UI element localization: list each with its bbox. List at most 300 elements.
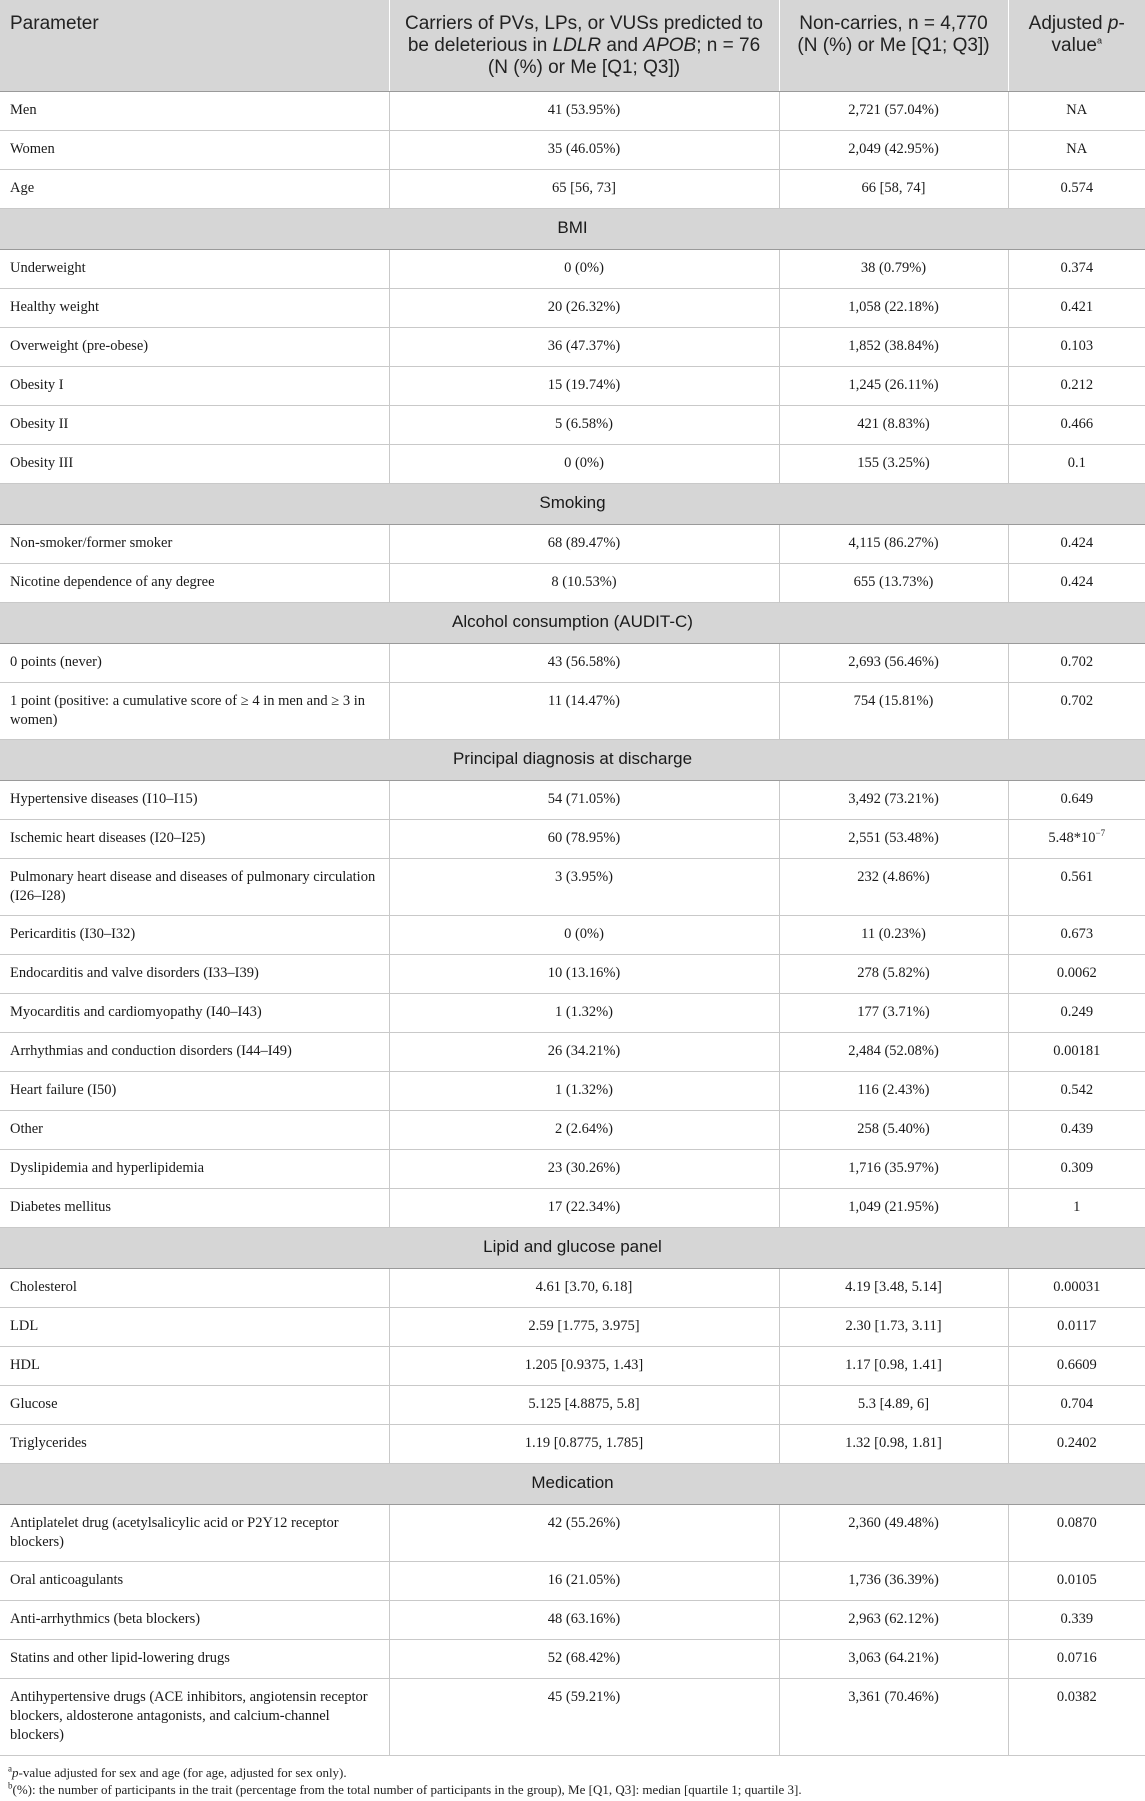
cell-carriers-text: 54 (71.05%) (547, 791, 621, 807)
cell-carriers (389, 1111, 779, 1150)
cell-noncarriers (779, 367, 1008, 406)
cell-pvalue-text: 0.439 (1060, 1121, 1094, 1137)
cell-carriers-text: 1.205 [0.9375, 1.43] (524, 1357, 644, 1373)
cell-noncarriers-text: 1,716 (35.97%) (848, 1160, 939, 1176)
header-pvalue-sup: a (1096, 35, 1102, 46)
cell-parameter-text: 0 points (never) (10, 654, 102, 670)
cell-parameter-text: Triglycerides (10, 1435, 87, 1451)
cell-noncarriers (779, 564, 1008, 603)
cell-noncarriers-text: 1.32 [0.98, 1.81] (845, 1435, 942, 1451)
cell-carriers (389, 445, 779, 484)
header-and: and (601, 35, 644, 56)
cell-parameter-text: Age (10, 180, 35, 196)
table-row (0, 1425, 1145, 1464)
cell-parameter (0, 1425, 389, 1464)
cell-parameter-text: Anti-arrhythmics (beta blockers) (10, 1611, 201, 1627)
cell-parameter (0, 820, 389, 859)
cell-pvalue (1008, 406, 1145, 445)
cell-pvalue-text: 0.2402 (1056, 1435, 1097, 1451)
cell-carriers-text: 5 (6.58%) (555, 416, 613, 432)
cell-noncarriers (779, 644, 1008, 683)
cell-pvalue (1008, 289, 1145, 328)
cell-pvalue (1008, 445, 1145, 484)
cell-noncarriers-text: 5.3 [4.89, 6] (857, 1396, 930, 1412)
cell-parameter-text: Men (10, 102, 37, 118)
cell-carriers (389, 289, 779, 328)
cell-noncarriers (779, 1150, 1008, 1189)
cell-carriers (389, 1269, 779, 1308)
cell-noncarriers (779, 1640, 1008, 1679)
cell-pvalue (1008, 683, 1145, 740)
cell-carriers-text: 23 (30.26%) (547, 1160, 621, 1176)
cell-noncarriers (779, 994, 1008, 1033)
cell-parameter (0, 1505, 389, 1562)
cell-pvalue (1008, 644, 1145, 683)
footnote-b (8, 1781, 1137, 1798)
cell-parameter-text: Other (10, 1121, 44, 1137)
cell-parameter (0, 564, 389, 603)
cell-pvalue-text: 0.212 (1060, 377, 1094, 393)
cell-pvalue (1008, 525, 1145, 564)
cell-parameter-text: Hypertensive diseases (I10–I15) (10, 791, 198, 807)
table-footnotes (0, 1756, 1145, 1798)
cell-parameter-text: Nicotine dependence of any degree (10, 574, 215, 590)
table-row (0, 1386, 1145, 1425)
cell-noncarriers (779, 92, 1008, 131)
cell-parameter-text: HDL (10, 1357, 40, 1373)
table-row (0, 994, 1145, 1033)
cell-pvalue (1008, 1505, 1145, 1562)
cell-pvalue-text: 5.48*10 (1048, 830, 1096, 846)
cell-parameter-text: Arrhythmias and conduction disorders (I44–I49) (10, 1043, 292, 1059)
cell-carriers (389, 367, 779, 406)
section-row (0, 1228, 1145, 1269)
cell-parameter-text: Obesity III (10, 455, 74, 471)
cell-noncarriers (779, 289, 1008, 328)
cell-carriers-text: 68 (89.47%) (547, 535, 621, 551)
cell-carriers-text: 1.19 [0.8775, 1.785] (524, 1435, 644, 1451)
cell-noncarriers (779, 683, 1008, 740)
cell-carriers-text: 26 (34.21%) (547, 1043, 621, 1059)
cell-carriers-text: 60 (78.95%) (547, 830, 621, 846)
table-row (0, 1601, 1145, 1640)
header-pvalue-pre: Adjusted (1028, 13, 1108, 34)
cell-carriers-text: 52 (68.42%) (547, 1650, 621, 1666)
cell-carriers-text: 0 (0%) (564, 926, 604, 942)
cell-carriers-text: 1 (1.32%) (555, 1004, 613, 1020)
cell-noncarriers (779, 1601, 1008, 1640)
cell-pvalue (1008, 1072, 1145, 1111)
cell-carriers-text: 20 (26.32%) (547, 299, 621, 315)
cell-carriers-text: 15 (19.74%) (547, 377, 621, 393)
cell-noncarriers-text: 177 (3.71%) (857, 1004, 930, 1020)
cell-noncarriers (779, 131, 1008, 170)
table-row (0, 250, 1145, 289)
cell-carriers (389, 564, 779, 603)
footnote-a-p: p (12, 1765, 19, 1780)
cell-parameter-text: Ischemic heart diseases (I20–I25) (10, 830, 206, 846)
cell-noncarriers-text: 2,484 (52.08%) (848, 1043, 939, 1059)
cell-parameter (0, 250, 389, 289)
cell-carriers-text: 42 (55.26%) (547, 1515, 621, 1531)
table-row (0, 1033, 1145, 1072)
cell-noncarriers-text: 66 [58, 74] (861, 180, 926, 196)
table-row (0, 820, 1145, 859)
cell-parameter (0, 92, 389, 131)
cell-noncarriers-text: 1,058 (22.18%) (848, 299, 939, 315)
cell-pvalue (1008, 367, 1145, 406)
cell-carriers (389, 1679, 779, 1756)
footnote-a-sup: a (8, 1763, 12, 1774)
cell-carriers (389, 170, 779, 209)
cell-parameter (0, 1601, 389, 1640)
section-title: Smoking (0, 484, 1145, 525)
cell-parameter-text: Underweight (10, 260, 86, 276)
cell-noncarriers (779, 250, 1008, 289)
cell-noncarriers (779, 1386, 1008, 1425)
table-row (0, 564, 1145, 603)
cell-pvalue (1008, 131, 1145, 170)
cell-carriers (389, 1425, 779, 1464)
cell-pvalue-text: 0.0870 (1056, 1515, 1097, 1531)
cell-carriers (389, 994, 779, 1033)
cell-carriers (389, 644, 779, 683)
gene-ldlr: LDLR (552, 35, 602, 56)
cell-parameter (0, 1679, 389, 1756)
cell-parameter-text: 1 point (positive: a cumulative score of ≥ 4 in men and ≥ 3 in women) (10, 693, 365, 728)
cell-carriers (389, 1505, 779, 1562)
cell-parameter (0, 1640, 389, 1679)
table-row (0, 955, 1145, 994)
cell-noncarriers-text: 1,736 (36.39%) (848, 1572, 939, 1588)
cell-carriers-text: 0 (0%) (564, 455, 604, 471)
section-title: Medication (0, 1464, 1145, 1505)
cell-carriers-text: 48 (63.16%) (547, 1611, 621, 1627)
cell-pvalue (1008, 564, 1145, 603)
cell-pvalue-text: 0.0716 (1056, 1650, 1097, 1666)
cell-parameter-text: Non-smoker/former smoker (10, 535, 173, 551)
table-row (0, 1347, 1145, 1386)
cell-noncarriers-text: 232 (4.86%) (857, 869, 930, 885)
cell-carriers-text: 45 (59.21%) (547, 1689, 621, 1705)
cell-carriers (389, 406, 779, 445)
table-body (0, 92, 1145, 1756)
cell-carriers (389, 92, 779, 131)
table-row (0, 781, 1145, 820)
cell-noncarriers (779, 1308, 1008, 1347)
cell-carriers (389, 955, 779, 994)
cell-noncarriers-text: 1.17 [0.98, 1.41] (845, 1357, 942, 1373)
table-row (0, 525, 1145, 564)
table-row (0, 1072, 1145, 1111)
cell-parameter (0, 994, 389, 1033)
cell-noncarriers-text: 278 (5.82%) (857, 965, 930, 981)
cell-pvalue (1008, 1601, 1145, 1640)
cell-noncarriers (779, 525, 1008, 564)
cell-pvalue (1008, 1308, 1145, 1347)
cell-pvalue-text: 0.309 (1060, 1160, 1094, 1176)
cell-noncarriers-text: 2,360 (49.48%) (848, 1515, 939, 1531)
cell-parameter (0, 367, 389, 406)
cell-parameter (0, 1386, 389, 1425)
section-row (0, 484, 1145, 525)
cell-parameter (0, 1150, 389, 1189)
table-row (0, 1505, 1145, 1562)
cell-pvalue-text: 0.649 (1060, 791, 1094, 807)
cell-noncarriers-text: 38 (0.79%) (860, 260, 927, 276)
cell-carriers (389, 525, 779, 564)
cell-pvalue-text: 0.673 (1060, 926, 1094, 942)
table-row (0, 1562, 1145, 1601)
cell-pvalue (1008, 1111, 1145, 1150)
cell-carriers-text: 35 (46.05%) (547, 141, 621, 157)
cell-pvalue (1008, 170, 1145, 209)
footnote-b-text: (%): the number of participants in the trait (percentage from the total number of participants in the group), Me [Q1, Q3]: median [quartile 1; quartile 3]. (12, 1782, 802, 1797)
cell-carriers (389, 131, 779, 170)
cell-parameter (0, 1308, 389, 1347)
table-row (0, 1679, 1145, 1756)
cell-noncarriers (779, 1269, 1008, 1308)
cell-pvalue-text: 0.6609 (1056, 1357, 1097, 1373)
cell-noncarriers-text: 2,693 (56.46%) (848, 654, 939, 670)
cell-parameter-text: Healthy weight (10, 299, 99, 315)
table-header (0, 0, 1145, 92)
cell-carriers-text: 0 (0%) (564, 260, 604, 276)
cell-carriers-text: 11 (14.47%) (548, 693, 620, 709)
cell-parameter (0, 916, 389, 955)
cell-pvalue-text: 0.0117 (1057, 1318, 1097, 1334)
pvalue-exponent: −7 (1095, 828, 1106, 839)
cell-carriers-text: 2 (2.64%) (555, 1121, 613, 1137)
cell-pvalue-text: 0.424 (1060, 535, 1094, 551)
cell-parameter (0, 525, 389, 564)
cell-carriers (389, 328, 779, 367)
cell-carriers (389, 1308, 779, 1347)
cell-pvalue-text: 0.424 (1060, 574, 1094, 590)
cell-parameter-text: Antihypertensive drugs (ACE inhibitors, angiotensin receptor blockers, aldosterone antagonists, and calcium-channel blockers) (10, 1689, 368, 1743)
cell-carriers (389, 781, 779, 820)
cell-noncarriers-text: 1,852 (38.84%) (848, 338, 939, 354)
header-carriers-post: ; n = 76 (N (%) or Me [Q1; Q3]) (487, 35, 761, 78)
cell-noncarriers (779, 1347, 1008, 1386)
cell-pvalue-text: 0.466 (1060, 416, 1094, 432)
cell-carriers (389, 1640, 779, 1679)
section-row (0, 1464, 1145, 1505)
cell-pvalue (1008, 1386, 1145, 1425)
cell-carriers (389, 250, 779, 289)
cell-pvalue (1008, 1033, 1145, 1072)
cell-noncarriers (779, 1562, 1008, 1601)
cell-parameter (0, 406, 389, 445)
cell-noncarriers (779, 859, 1008, 916)
cell-carriers-text: 3 (3.95%) (555, 869, 613, 885)
cell-noncarriers-text: 4,115 (86.27%) (848, 535, 939, 551)
cell-noncarriers-text: 3,063 (64.21%) (848, 1650, 939, 1666)
cell-parameter-text: Women (10, 141, 55, 157)
cell-noncarriers (779, 1111, 1008, 1150)
cell-noncarriers (779, 916, 1008, 955)
header-carriers (389, 0, 779, 92)
cell-pvalue-text: NA (1066, 102, 1088, 118)
cell-parameter-text: Diabetes mellitus (10, 1199, 112, 1215)
header-carriers-pre: Carriers of PVs, LPs, or VUSs predicted to be deleterious in (405, 13, 763, 56)
cell-noncarriers-text: 155 (3.25%) (857, 455, 930, 471)
cell-noncarriers-text: 2,721 (57.04%) (848, 102, 939, 118)
cell-pvalue (1008, 994, 1145, 1033)
cell-carriers (389, 1033, 779, 1072)
section-row (0, 209, 1145, 250)
cell-noncarriers-text: 2,963 (62.12%) (848, 1611, 939, 1627)
table-row (0, 445, 1145, 484)
table-row (0, 683, 1145, 740)
cell-pvalue (1008, 955, 1145, 994)
cell-pvalue (1008, 1640, 1145, 1679)
cell-parameter-text: LDL (10, 1318, 39, 1334)
cell-noncarriers-text: 4.19 [3.48, 5.14] (845, 1279, 942, 1295)
cell-pvalue-text: 0.0382 (1056, 1689, 1097, 1705)
footnote-b-sup: b (8, 1780, 13, 1791)
table-row (0, 916, 1145, 955)
cell-carriers-text: 1 (1.32%) (555, 1082, 613, 1098)
cell-pvalue (1008, 781, 1145, 820)
cell-parameter-text: Heart failure (I50) (10, 1082, 117, 1098)
cell-pvalue (1008, 859, 1145, 916)
cell-pvalue-text: 0.0105 (1056, 1572, 1097, 1588)
cell-parameter-text: Cholesterol (10, 1279, 77, 1295)
cell-carriers (389, 916, 779, 955)
cell-parameter-text: Oral anticoagulants (10, 1572, 124, 1588)
cell-noncarriers-text: 3,492 (73.21%) (848, 791, 939, 807)
cell-parameter-text: Myocarditis and cardiomyopathy (I40–I43) (10, 1004, 262, 1020)
cell-parameter (0, 644, 389, 683)
cell-noncarriers (779, 445, 1008, 484)
cell-pvalue-text: NA (1066, 141, 1088, 157)
cell-pvalue-text: 0.542 (1060, 1082, 1094, 1098)
cell-noncarriers (779, 1425, 1008, 1464)
cell-parameter-text: Overweight (pre-obese) (10, 338, 149, 354)
cell-noncarriers-text: 2,551 (53.48%) (848, 830, 939, 846)
cell-parameter-text: Statins and other lipid-lowering drugs (10, 1650, 230, 1666)
cell-pvalue (1008, 916, 1145, 955)
header-pvalue (1008, 0, 1145, 92)
cell-noncarriers (779, 1072, 1008, 1111)
cell-parameter-text: Pulmonary heart disease and diseases of pulmonary circulation (I26–I28) (10, 869, 376, 904)
cell-parameter-text: Pericarditis (I30–I32) (10, 926, 136, 942)
cell-noncarriers (779, 955, 1008, 994)
cell-noncarriers-text: 655 (13.73%) (853, 574, 934, 590)
cell-noncarriers-text: 3,361 (70.46%) (848, 1689, 939, 1705)
cell-pvalue-text: 0.249 (1060, 1004, 1094, 1020)
cell-pvalue-text: 0.103 (1060, 338, 1094, 354)
cell-noncarriers-text: 2.30 [1.73, 3.11] (845, 1318, 942, 1334)
header-pvalue-p: p (1107, 13, 1119, 34)
cell-noncarriers-text: 1,049 (21.95%) (848, 1199, 939, 1215)
cell-noncarriers (779, 820, 1008, 859)
cell-parameter (0, 859, 389, 916)
cell-carriers-text: 2.59 [1.775, 3.975] (528, 1318, 640, 1334)
cell-carriers-text: 5.125 [4.8875, 5.8] (528, 1396, 640, 1412)
table-row (0, 406, 1145, 445)
table-row (0, 1189, 1145, 1228)
cell-pvalue (1008, 250, 1145, 289)
cell-noncarriers (779, 1679, 1008, 1756)
cell-noncarriers-text: 258 (5.40%) (857, 1121, 930, 1137)
table-row (0, 1111, 1145, 1150)
cell-noncarriers (779, 781, 1008, 820)
section-title: Principal diagnosis at discharge (0, 740, 1145, 781)
cell-parameter (0, 781, 389, 820)
cell-parameter (0, 289, 389, 328)
cell-carriers-text: 43 (56.58%) (547, 654, 621, 670)
cell-pvalue (1008, 92, 1145, 131)
cell-parameter-text: Antiplatelet drug (acetylsalicylic acid or P2Y12 receptor blockers) (10, 1515, 339, 1550)
table-row (0, 131, 1145, 170)
cell-pvalue (1008, 1679, 1145, 1756)
cell-parameter (0, 1347, 389, 1386)
cell-carriers (389, 859, 779, 916)
cell-pvalue (1008, 1269, 1145, 1308)
cell-parameter-text: Glucose (10, 1396, 58, 1412)
header-parameter: Parameter (0, 0, 389, 92)
section-row (0, 740, 1145, 781)
cell-noncarriers (779, 328, 1008, 367)
cell-carriers (389, 1189, 779, 1228)
cell-parameter-text: Obesity I (10, 377, 64, 393)
header-noncarriers: Non-carries, n = 4,770 (N (%) or Me [Q1; Q3]) (779, 0, 1008, 92)
cell-pvalue-text: 0.704 (1060, 1396, 1094, 1412)
cell-parameter (0, 1269, 389, 1308)
section-row (0, 603, 1145, 644)
section-title: BMI (0, 209, 1145, 250)
cell-carriers (389, 1601, 779, 1640)
cell-parameter-text: Dyslipidemia and hyperlipidemia (10, 1160, 205, 1176)
table-row (0, 1269, 1145, 1308)
cell-pvalue-text: 0.574 (1060, 180, 1094, 196)
cell-noncarriers (779, 170, 1008, 209)
cell-parameter (0, 170, 389, 209)
cell-noncarriers-text: 421 (8.83%) (857, 416, 930, 432)
cell-carriers-text: 8 (10.53%) (551, 574, 617, 590)
cell-pvalue-text: 0.561 (1060, 869, 1094, 885)
cell-pvalue (1008, 820, 1145, 859)
table-row (0, 170, 1145, 209)
cell-parameter (0, 683, 389, 740)
table-row (0, 367, 1145, 406)
cell-pvalue (1008, 1425, 1145, 1464)
cell-parameter (0, 328, 389, 367)
cell-noncarriers-text: 1,245 (26.11%) (848, 377, 939, 393)
cell-pvalue-text: 0.421 (1060, 299, 1094, 315)
footnote-a-text: -value adjusted for sex and age (for age, adjusted for sex only). (18, 1765, 347, 1780)
table-row (0, 92, 1145, 131)
cell-carriers-text: 17 (22.34%) (547, 1199, 621, 1215)
cell-pvalue (1008, 328, 1145, 367)
footnote-a (8, 1764, 1137, 1781)
section-title: Alcohol consumption (AUDIT-C) (0, 603, 1145, 644)
cell-carriers-text: 36 (47.37%) (547, 338, 621, 354)
cell-parameter (0, 1072, 389, 1111)
cell-parameter (0, 955, 389, 994)
cell-pvalue-text: 0.374 (1060, 260, 1094, 276)
cell-pvalue-text: 0.00181 (1053, 1043, 1101, 1059)
cell-carriers (389, 1386, 779, 1425)
cell-noncarriers-text: 11 (0.23%) (861, 926, 926, 942)
cell-pvalue (1008, 1150, 1145, 1189)
table-row (0, 289, 1145, 328)
cell-parameter (0, 1033, 389, 1072)
section-title: Lipid and glucose panel (0, 1228, 1145, 1269)
cell-carriers-text: 4.61 [3.70, 6.18] (535, 1279, 633, 1295)
